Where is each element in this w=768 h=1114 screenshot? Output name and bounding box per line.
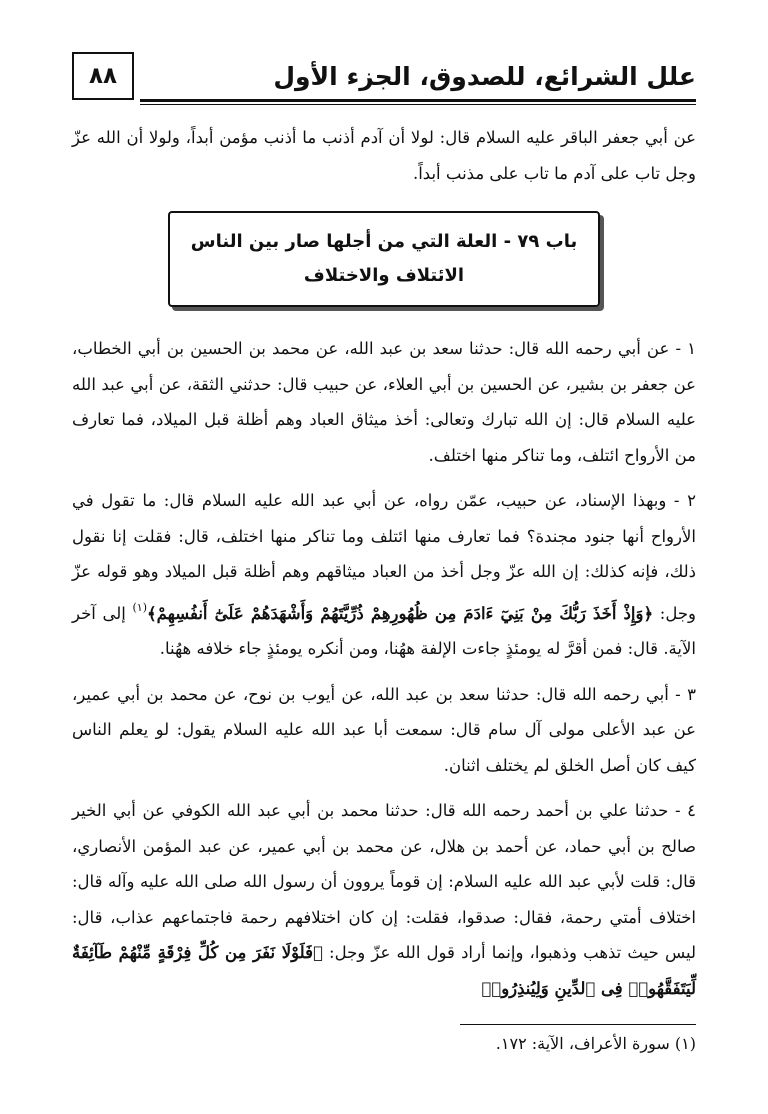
hadith-2 bbox=[72, 483, 696, 667]
hadith-2-text-end: إلى آخر الآية. قال: فمن أقرَّ له يومئذٍ جاءت الإلفة ههُنا، ومن أنكره يومئذٍ جاء خلافه ههُنا. bbox=[72, 603, 696, 658]
quran-verse: ﴿وَإِذْ أَخَذَ رَبُّكَ مِنْ بَنِيٓ ءَادَمَ مِن ظُهُورِهِمْ ذُرِّيَّتَهُمْ وَأَشْهَدَهُمْ عَلَىٰٓ أَنفُسِهِمْ﴾ bbox=[147, 603, 654, 623]
hadith-4 bbox=[72, 793, 696, 1006]
footnote-reference[interactable]: (١) bbox=[132, 600, 148, 614]
quran-verse-2: ﴿فَلَوْلَا نَفَرَ مِن كُلِّ فِرْقَةٍ مِّنْهُمْ طَآئِفَةٌ لِّيَتَفَقَّهُوا۟ فِى ٱلدِّينِ وَلِيُنذِرُوا۟ bbox=[72, 943, 696, 998]
chapter-title: باب ٧٩ - العلة التي من أجلها صار بين الناس bbox=[190, 231, 578, 252]
hadith-2-text: ٢ - وبهذا الإسناد، عن حبيب، عمّن رواه، عن أبي عبد الله عليه السلام قال: ما تقول في الأرواح أنها جنود مجندة؟ فما تعارف منها ائتلف وما تناكر منها اختلف، قال: فقلت إنا نقول ذلك، فإنه كذلك: إن الله عزّ وجل أخذ من العباد ميثاقهم وهم أظلة قبل الميلاد وهو قوله عزّ وجل: bbox=[72, 491, 696, 623]
footnote-divider bbox=[460, 1024, 696, 1025]
chapter-heading-box bbox=[168, 211, 600, 307]
running-title: علل الشرائع، للصدوق، الجزء الأول bbox=[273, 62, 696, 91]
page-body bbox=[72, 120, 696, 1006]
header-rule bbox=[140, 99, 696, 105]
chapter-subtitle: الائتلاف والاختلاف bbox=[303, 265, 465, 286]
page-header bbox=[72, 52, 696, 108]
page-number: ٨٨ bbox=[72, 52, 134, 100]
hadith-3: ٣ - أبي رحمه الله قال: حدثنا سعد بن عبد الله، عن أيوب بن نوح، عن محمد بن أبي عمير، عن عبد الأعلى مولى آل سام قال: سمعت أبا عبد الله عليه السلام يقول: لو يعلم الناس كيف كان أصل الخلق لم يختلف اثنان. bbox=[72, 684, 696, 775]
hadith-1: ١ - عن أبي رحمه الله قال: حدثنا سعد بن عبد الله، عن محمد بن الحسين بن أبي الخطاب، عن جعفر بن بشير، عن الحسين بن أبي العلاء، عن حبيب قال: حدثني الثقة، عن أبي عبد الله عليه السلام قال: إن الله تبارك وتعالى: أخذ ميثاق العباد وهم أظلة قبل الميلاد، فما تعارف من الأرواح ائتلف، وما تناكر منها اختلف. bbox=[72, 339, 696, 465]
intro-paragraph: عن أبي جعفر الباقر عليه السلام قال: لولا أن آدم أذنب ما أذنب مؤمن أبداً، ولولا أن الله عزّ وجل تاب على آدم ما تاب على مذنب أبداً. bbox=[72, 128, 696, 183]
footnote: (١) سورة الأعراف، الآية: ١٧٢. bbox=[495, 1034, 696, 1053]
hadith-4-text: ٤ - حدثنا علي بن أحمد رحمه الله قال: حدثنا محمد بن أبي عبد الله الكوفي عن أبي الخير صالح بن أبي حماد، عن أحمد بن هلال، عن محمد بن أبي عمير، عن عبد المؤمن الأنصاري، قال: قلت لأبي عبد الله عليه السلام: إن قوماً يروون أن رسول الله صلى الله عليه وآله قال: اختلاف أمتي رحمة، فقال: صدقوا، فقلت: إن كان اختلافهم رحمة فاجتماعهم عذاب، قال: ليس حيث تذهب وذهبوا، وإنما أراد قول الله عزّ وجل: bbox=[72, 801, 696, 962]
